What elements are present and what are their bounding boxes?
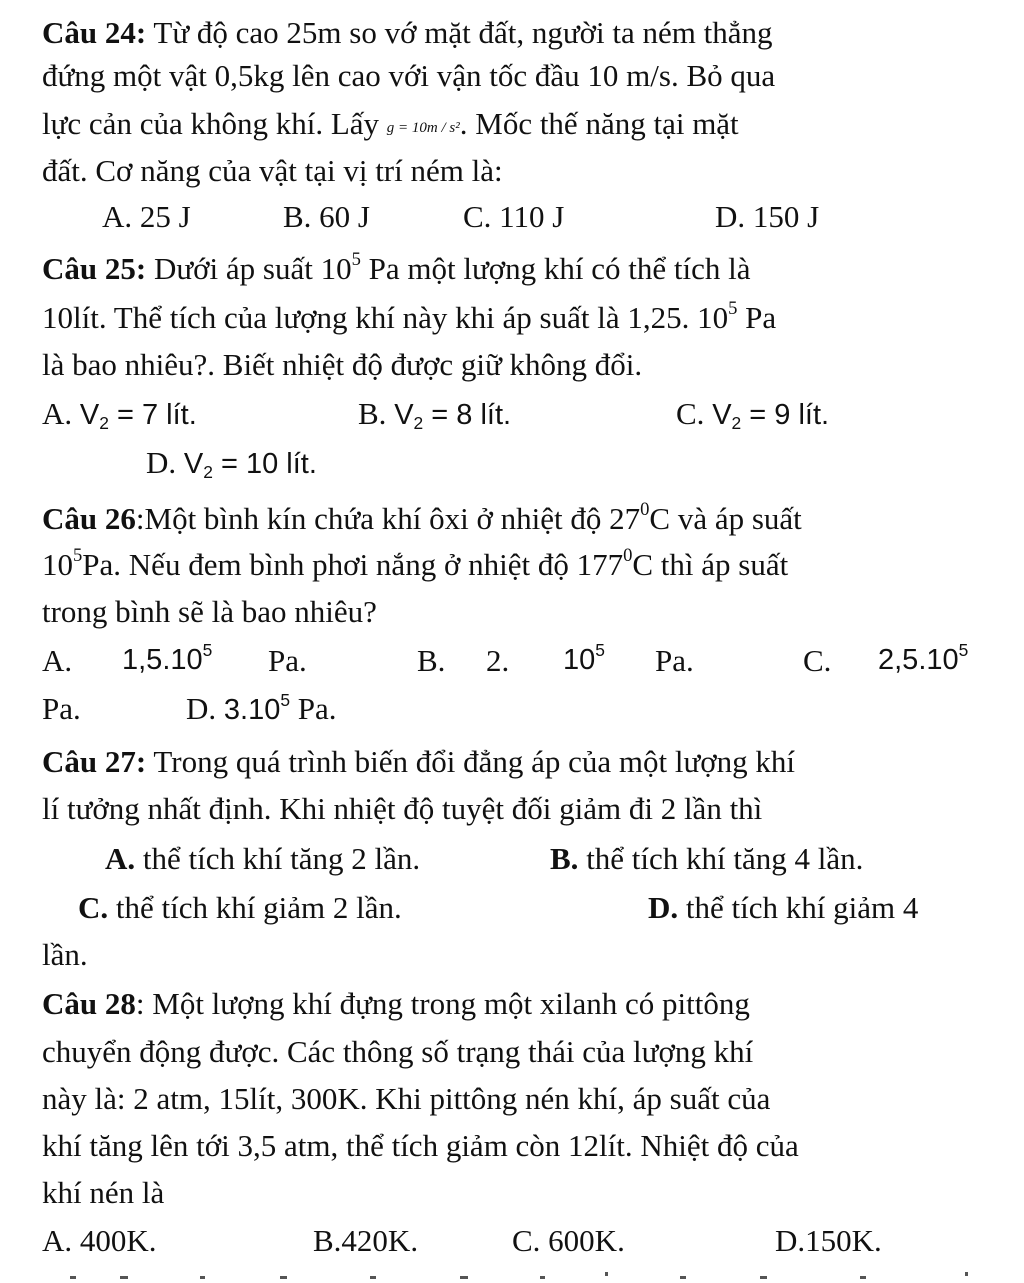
q26-d-label: D. <box>186 691 217 726</box>
q26-option-c-value <box>878 639 969 678</box>
cut-off-text-fragment <box>40 1272 980 1280</box>
q27-d-key: D. <box>648 890 679 925</box>
q24-line-2: đứng một vật 0,5kg lên cao với vận tốc đầu 10 m/s. Bỏ qua <box>42 58 776 93</box>
q25-c-value: = 9 lít. <box>741 399 830 431</box>
q26-text-2b: C thì áp suất <box>632 547 789 582</box>
q25-d-sub: 2 <box>203 462 213 483</box>
q25-line-2 <box>42 299 776 336</box>
q25-b-sub: 2 <box>413 413 424 434</box>
q27-option-d-wrap: lần. <box>42 937 88 972</box>
q26-d-math <box>223 689 291 726</box>
q26-t1-exp: 0 <box>640 499 650 521</box>
q25-text-1b: Pa một lượng khí có thể tích là <box>360 251 751 286</box>
q26-text-1b: C và áp suất <box>649 501 802 536</box>
q26-d-unit: Pa. <box>297 691 337 726</box>
q26-label: Câu 26 <box>42 501 136 536</box>
q26-a-exp: 5 <box>202 639 213 660</box>
q24-text-3b: . Mốc thế năng tại mặt <box>459 106 739 141</box>
gravity-value: g = 10m / s² <box>386 120 460 136</box>
q25-text-2a: 10lít. Thể tích của lượng khí này khi áp suất là 1,25. <box>42 300 698 335</box>
q26-t2-exp: 0 <box>623 545 633 567</box>
q27-label: Câu 27: <box>42 744 147 779</box>
q27-a-text: thể tích khí tăng 2 lần. <box>135 841 421 876</box>
q25-line-1 <box>42 250 751 287</box>
q26-d-exp: 5 <box>280 689 291 710</box>
q26-option-b-label: B. <box>417 643 446 678</box>
q27-option-a <box>105 840 420 877</box>
q28-option-c: C. 600K. <box>512 1223 625 1258</box>
q25-b-value: = 8 lít. <box>423 399 512 431</box>
q26-option-a-unit: Pa. <box>268 643 307 678</box>
q27-c-text: thể tích khí giảm 2 lần. <box>108 890 402 925</box>
q26-b-val: 10 <box>563 644 596 676</box>
q24-label: Câu 24: <box>42 15 147 50</box>
q25-text-2b: Pa <box>737 300 777 335</box>
q26-option-b-number: 2. <box>486 643 510 678</box>
q26-c-val: 2,5.10 <box>878 644 959 676</box>
q24-line-1 <box>42 14 773 51</box>
q25-b-prefix: B. <box>358 396 395 431</box>
q25-p1-base: 10 <box>320 251 352 286</box>
q25-c-var: V <box>712 399 732 431</box>
q27-option-d <box>648 889 918 926</box>
q25-d-value: = 10 lít. <box>212 448 317 480</box>
q28-text-1: : Một lượng khí đựng trong một xilanh có pittông <box>135 986 750 1021</box>
q26-line-2 <box>42 546 788 583</box>
q26-text-1a: :Một bình kín chứa khí ôxi ở nhiệt độ 27 <box>135 501 641 536</box>
q24-option-b: B. 60 J <box>283 199 370 234</box>
q25-d-var: V <box>183 448 204 480</box>
q25-p2-exp: 5 <box>728 298 738 320</box>
q27-line-2: lí tưởng nhất định. Khi nhiệt độ tuyệt đối giảm đi 2 lần thì <box>42 791 763 826</box>
q25-a-prefix: A. <box>42 396 80 431</box>
q25-p1-exp: 5 <box>351 249 361 271</box>
q26-option-c-label: C. <box>803 643 832 678</box>
q25-a-sub: 2 <box>99 413 109 434</box>
q25-d-prefix: D. <box>146 445 184 480</box>
q25-c-prefix: C. <box>676 396 713 431</box>
q27-c-key: C. <box>78 890 109 925</box>
q25-c-sub: 2 <box>731 413 742 434</box>
q27-a-key: A. <box>105 841 136 876</box>
q27-option-b <box>550 840 863 877</box>
q25-option-c <box>676 395 829 433</box>
q25-a-var: V <box>79 399 100 431</box>
q25-b-math <box>394 399 512 434</box>
q24-line-3 <box>42 105 739 142</box>
q26-option-a-value <box>122 639 213 678</box>
q28-line-5: khí nén là <box>42 1175 165 1210</box>
q28-line-2: chuyển động được. Các thông số trạng thái của lượng khí <box>42 1034 754 1069</box>
q25-label: Câu 25: <box>42 251 147 286</box>
q26-p-base: 10 <box>42 547 73 582</box>
q28-line-4: khí tăng lên tới 3,5 atm, thể tích giảm còn 12lít. Nhiệt độ của <box>42 1128 799 1163</box>
q25-line-3: là bao nhiêu?. Biết nhiệt độ được giữ không đổi. <box>42 347 643 382</box>
q24-text-1: Từ độ cao 25m so vớ mặt đất, người ta ném thẳng <box>146 15 773 50</box>
q25-c-math <box>712 399 830 434</box>
q26-option-c-unit: Pa. <box>42 691 81 726</box>
q24-option-a: A. 25 J <box>102 199 191 234</box>
q28-option-a: A. 400K. <box>42 1223 157 1258</box>
q25-d-math <box>183 448 317 483</box>
q24-option-c: C. 110 J <box>463 199 565 234</box>
q27-line-1 <box>42 743 795 780</box>
q26-line-3: trong bình sẽ là bao nhiêu? <box>42 594 377 629</box>
q28-label: Câu 28 <box>42 986 136 1021</box>
q25-a-math <box>79 399 197 434</box>
q27-b-key: B. <box>550 841 579 876</box>
q25-option-a <box>42 395 197 433</box>
q27-d-text: thể tích khí giảm 4 <box>678 890 919 925</box>
q26-option-d <box>186 690 337 728</box>
q25-b-var: V <box>394 399 414 431</box>
q26-option-a-label: A. <box>42 643 73 678</box>
q24-line-4: đất. Cơ năng của vật tại vị trí ném là: <box>42 153 503 188</box>
q28-line-3: này là: 2 atm, 15lít, 300K. Khi pittông nén khí, áp suất của <box>42 1081 771 1116</box>
q26-option-b-value <box>563 639 605 678</box>
q28-option-b: B.420K. <box>313 1223 419 1258</box>
q27-b-text: thể tích khí tăng 4 lần. <box>578 841 864 876</box>
q26-c-exp: 5 <box>958 639 969 660</box>
q25-p2-base: 10 <box>697 300 729 335</box>
q28-line-1 <box>42 985 750 1022</box>
q27-text-1: Trong quá trình biến đổi đẳng áp của một lượng khí <box>146 744 796 779</box>
q24-option-d: D. 150 J <box>715 199 820 234</box>
q27-option-c <box>78 889 402 926</box>
q26-p-exp: 5 <box>73 545 83 567</box>
q28-option-d: D.150K. <box>775 1223 882 1258</box>
q26-b-exp: 5 <box>595 639 605 660</box>
q26-text-2a: Pa. Nếu đem bình phơi nắng ở nhiệt độ 177 <box>82 547 624 582</box>
q25-text-1a: Dưới áp suất <box>146 251 321 286</box>
q25-option-d <box>146 444 317 482</box>
q26-option-b-unit: Pa. <box>655 643 694 678</box>
q26-a-val: 1,5.10 <box>122 644 203 676</box>
q24-text-3a: lực cản của không khí. Lấy <box>42 106 387 141</box>
q25-a-value: = 7 lít. <box>108 399 197 431</box>
q26-d-val: 3.10 <box>223 694 281 726</box>
q25-option-b <box>358 395 511 433</box>
q26-line-1 <box>42 500 802 537</box>
